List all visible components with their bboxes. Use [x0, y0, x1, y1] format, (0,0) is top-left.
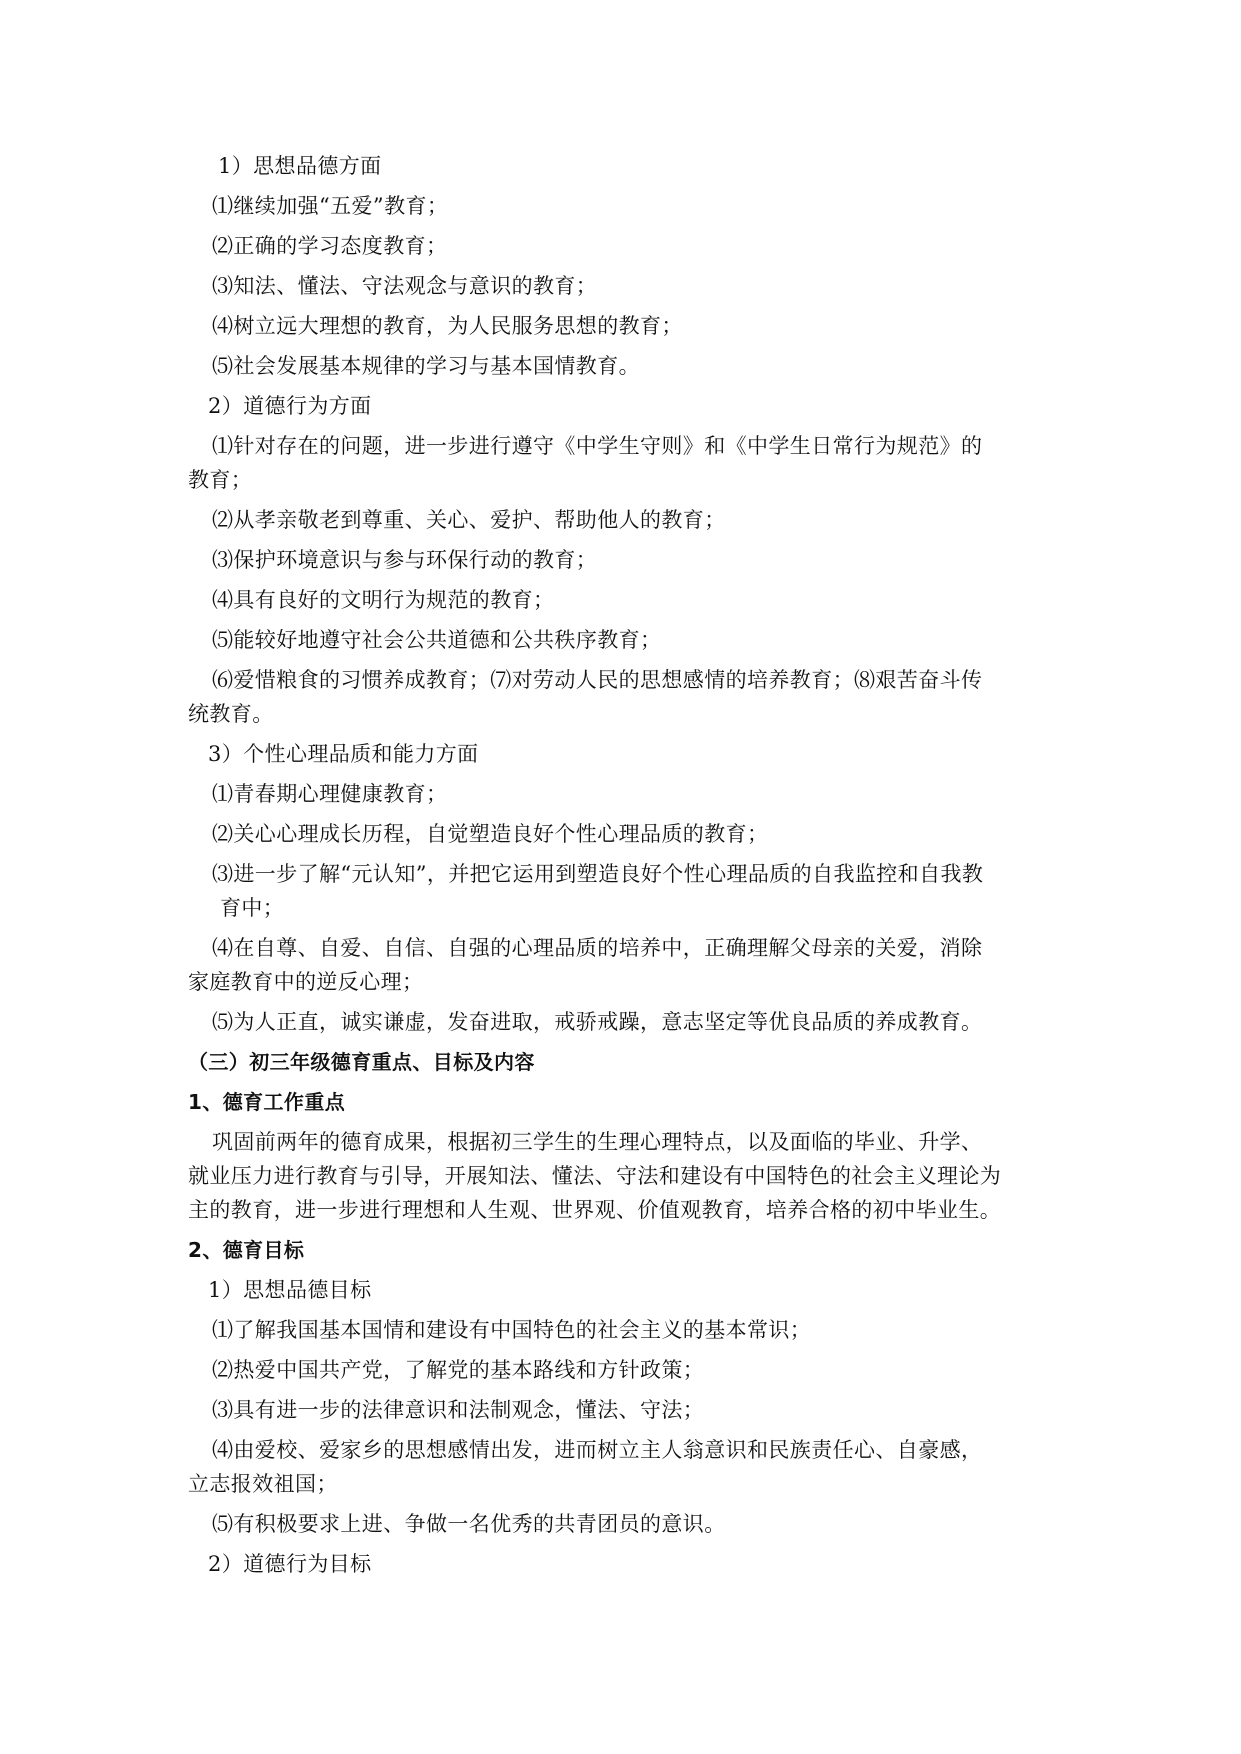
- list-item: ⑸社会发展基本规律的学习与基本国情教育。: [212, 354, 640, 378]
- section-heading-moral-behavior: 2）道德行为方面: [208, 394, 372, 418]
- list-item: ⑶具有进一步的法律意识和法制观念，懂法、守法；: [212, 1398, 705, 1422]
- paragraph-line: 巩固前两年的德育成果，根据初三学生的生理心理特点，以及面临的毕业、升学、: [212, 1130, 983, 1154]
- list-item: ⑷树立远大理想的教育，为人民服务思想的教育；: [212, 314, 683, 338]
- list-item-continuation: 育中；: [220, 896, 285, 920]
- list-item: ⑷由爱校、爱家乡的思想感情出发，进而树立主人翁意识和民族责任心、自豪感，: [212, 1438, 983, 1462]
- list-item-continuation: 教育；: [188, 468, 253, 492]
- list-item: ⑴继续加强“五爱”教育；: [212, 194, 449, 218]
- list-item: ⑴了解我国基本国情和建设有中国特色的社会主义的基本常识；: [212, 1318, 812, 1342]
- section-title-grade3: （三）初三年级德育重点、目标及内容: [188, 1050, 535, 1074]
- list-item: ⑵热爱中国共产党，了解党的基本路线和方针政策；: [212, 1358, 705, 1382]
- paragraph-line: 就业压力进行教育与引导，开展知法、懂法、守法和建设有中国特色的社会主义理论为: [188, 1164, 1002, 1188]
- goal-heading-moral-thought: 1）思想品德目标: [208, 1278, 372, 1302]
- list-item: ⑸有积极要求上进、争做一名优秀的共青团员的意识。: [212, 1512, 726, 1536]
- list-item: ⑶进一步了解“元认知”，并把它运用到塑造良好个性心理品质的自我监控和自我教: [212, 862, 984, 886]
- list-item: ⑴青春期心理健康教育；: [212, 782, 448, 806]
- list-item: ⑸能较好地遵守社会公共道德和公共秩序教育；: [212, 628, 662, 652]
- goal-heading-moral-behavior: 2）道德行为目标: [208, 1552, 372, 1576]
- list-item-continuation: 家庭教育中的逆反心理；: [188, 970, 424, 994]
- list-item: ⑷在自尊、自爱、自信、自强的心理品质的培养中，正确理解父母亲的关爱，消除: [212, 936, 983, 960]
- list-item: ⑴针对存在的问题，进一步进行遵守《中学生守则》和《中学生日常行为规范》的: [212, 434, 983, 458]
- list-item: ⑸为人正直，诚实谦虚，发奋进取，戒骄戒躁，意志坚定等优良品质的养成教育。: [212, 1010, 983, 1034]
- subsection-title-focus: 1、德育工作重点: [188, 1090, 346, 1114]
- list-item: ⑹爱惜粮食的习惯养成教育；⑺对劳动人民的思想感情的培养教育；⑻艰苦奋斗传: [212, 668, 983, 692]
- list-item-continuation: 统教育。: [188, 702, 274, 726]
- list-item: ⑶保护环境意识与参与环保行动的教育；: [212, 548, 598, 572]
- list-item: ⑵关心心理成长历程，自觉塑造良好个性心理品质的教育；: [212, 822, 769, 846]
- list-item: ⑶知法、懂法、守法观念与意识的教育；: [212, 274, 598, 298]
- section-heading-personality: 3）个性心理品质和能力方面: [208, 742, 479, 766]
- list-item: ⑵正确的学习态度教育；: [212, 234, 448, 258]
- paragraph-line: 主的教育，进一步进行理想和人生观、世界观、价值观教育，培养合格的初中毕业生。: [188, 1198, 1002, 1222]
- list-item: ⑷具有良好的文明行为规范的教育；: [212, 588, 555, 612]
- section-heading-moral-thought: 1）思想品德方面: [218, 154, 382, 178]
- list-item: ⑵从孝亲敬老到尊重、关心、爱护、帮助他人的教育；: [212, 508, 726, 532]
- subsection-title-goals: 2、德育目标: [188, 1238, 305, 1262]
- list-item-continuation: 立志报效祖国；: [188, 1472, 338, 1496]
